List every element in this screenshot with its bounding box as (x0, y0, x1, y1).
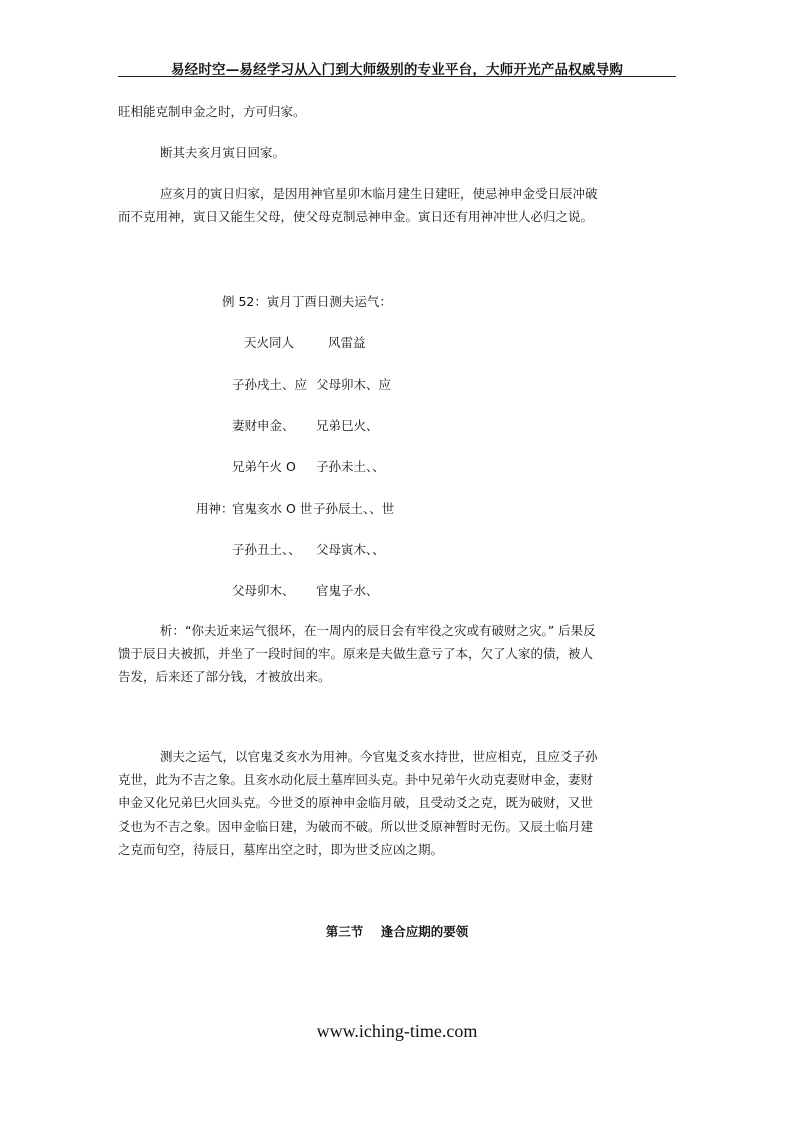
discussion-line-2: 克世，此为不吉之象。且亥水动化辰土墓库回头克。卦中兄弟午火动克妻财申金，妻财 (118, 772, 594, 787)
section-title: 第三节 逢合应期的要领 (325, 924, 469, 939)
analysis-line-1: 析：“你夫近来运气很坏，在一周内的辰日会有牢役之灾或有破财之灾。” 后果反 (160, 623, 596, 638)
explain-line-2: 而不克用神，寅日又能生父母，使父母克制忌神申金。寅日还有用神冲世人必归之说。 (118, 209, 594, 224)
analysis-line-3: 告发，后来还了部分钱，才被放出来。 (118, 669, 331, 684)
header-divider (118, 76, 676, 77)
footer-url: www.iching-time.com (316, 1021, 478, 1041)
yao-left: 妻财申金、 (232, 418, 295, 433)
hexagram-right-name: 风雷益 (328, 335, 366, 350)
discussion-line-4: 爻也为不吉之象。因申金临日建，为破而不破。所以世爻原神暂时无伤。又辰土临月建 (118, 819, 594, 834)
yao-right: 子孙未土、、 (316, 459, 385, 474)
analysis-line-2: 馈于辰日夫被抓，并坐了一段时间的牢。原来是夫做生意亏了本，欠了人家的债，被人 (118, 646, 594, 661)
yao-left: 父母卯木、 (232, 583, 295, 598)
yao-left: 官鬼亥水 O 世 (232, 501, 313, 516)
yao-left: 子孙丑土、、 (232, 542, 301, 557)
page-header-title: 易经时空—易经学习从入门到大师级别的专业平台，大师开光产品权威导购 (170, 62, 624, 78)
discussion-line-3: 申金又化兄弟巳火回头克。今世爻的原神申金临月破，且受动爻之克，既为破财，又世 (118, 795, 594, 810)
example-title: 例 52：寅月丁酉日测夫运气： (222, 294, 392, 309)
discussion-line-5: 之克而旬空，待辰日，墓库出空之时，即为世爻应凶之期。 (118, 842, 444, 857)
discussion-line-1: 测夫之运气，以官鬼爻亥水为用神。今官鬼爻亥水持世，世应相克，且应爻子孙 (160, 749, 598, 764)
yao-right: 子孙辰土、、世 (313, 501, 395, 516)
yao-left: 子孙戌土、应 (232, 377, 308, 392)
explain-line-1: 应亥月的寅日归家，是因用神官星卯木临月建生日建旺，使忌神申金受日辰冲破 (160, 186, 598, 201)
yongshen-label: 用神： (196, 501, 234, 516)
yao-right: 父母卯木、应 (316, 377, 392, 392)
yao-left: 兄弟午火 O (232, 459, 296, 474)
hexagram-left-name: 天火同人 (244, 335, 295, 350)
yao-right: 兄弟巳火、 (316, 418, 379, 433)
yao-right: 官鬼子水、 (316, 583, 379, 598)
intro-line: 旺相能克制申金之时，方可归家。 (118, 104, 306, 119)
judgment-line: 断其夫亥月寅日回家。 (160, 145, 286, 160)
yao-right: 父母寅木、、 (316, 542, 385, 557)
